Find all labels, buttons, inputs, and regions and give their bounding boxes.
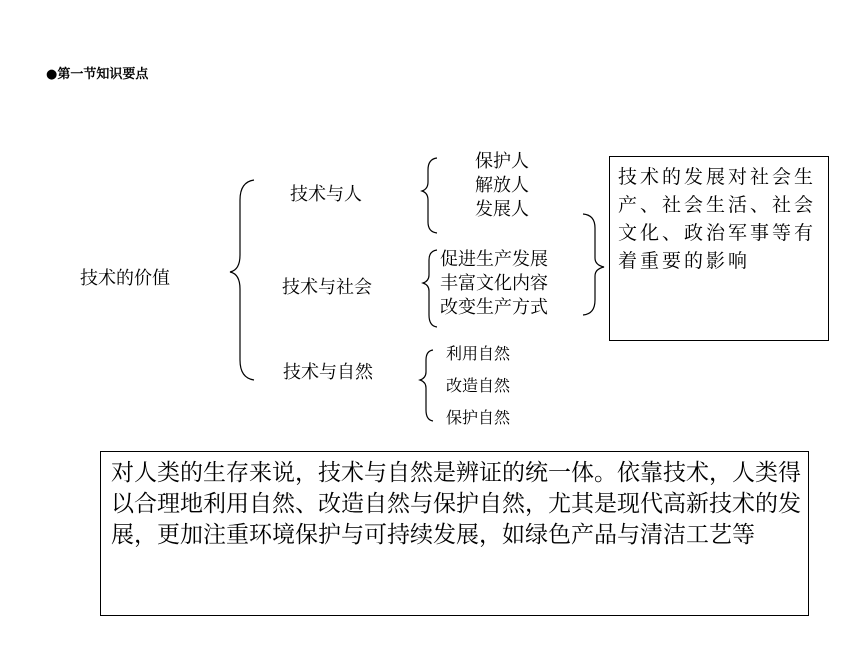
leaf-item: 利用自然: [446, 344, 511, 363]
side-note-box: 技术的发展对社会生产、社会生活、社会文化、政治军事等有着重要的影响: [609, 156, 829, 341]
root-node: 技术的价值: [80, 268, 170, 289]
branch-technology-and-people: 技术与人: [290, 184, 362, 205]
nature-items: [446, 338, 510, 434]
leaf-item: 发展人: [475, 199, 529, 220]
right-brace-icon: [583, 214, 604, 315]
leaf-item: 丰富文化内容: [440, 273, 548, 294]
root-brace-icon: [230, 180, 254, 380]
nature-brace-icon: [420, 350, 433, 421]
society-brace-icon: [423, 250, 437, 327]
section-heading: ●第一节知识要点: [46, 67, 149, 82]
society-items: [440, 248, 548, 320]
branch-technology-and-society: 技术与社会: [282, 277, 372, 298]
leaf-item: 保护自然: [446, 408, 511, 427]
people-items: [475, 150, 529, 222]
branch-technology-and-nature: 技术与自然: [283, 362, 373, 383]
leaf-item: 促进生产发展: [440, 249, 548, 270]
leaf-item: 保护人: [475, 151, 529, 172]
main-note-box: 对人类的生存来说，技术与自然是辨证的统一体。依靠技术，人类得以合理地利用自然、改造自然与保护自然，尤其是现代高新技术的发展，更加注重环境保护与可持续发展，如绿色产品与清洁工艺等: [100, 451, 809, 616]
person-brace-icon: [422, 158, 437, 233]
leaf-item: 改变生产方式: [440, 297, 548, 318]
leaf-item: 解放人: [475, 175, 529, 196]
leaf-item: 改造自然: [446, 376, 511, 395]
